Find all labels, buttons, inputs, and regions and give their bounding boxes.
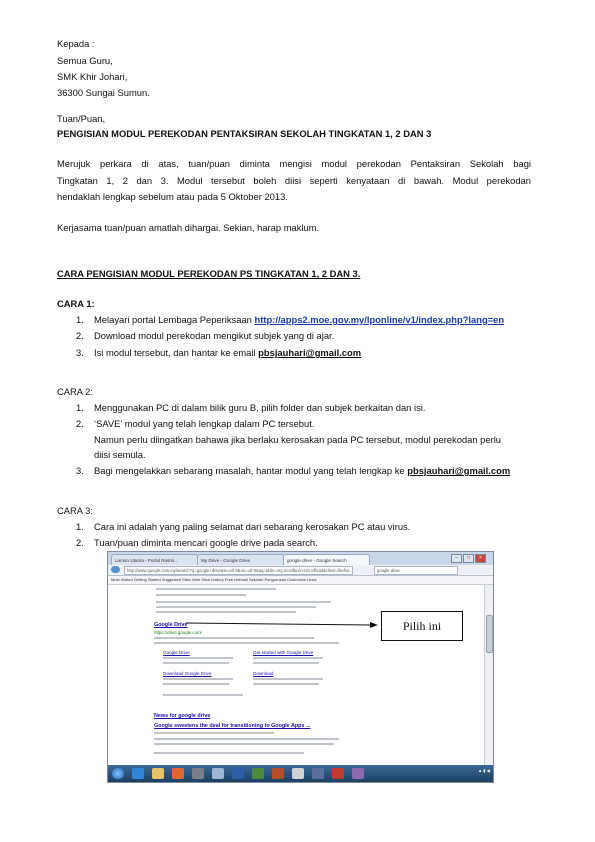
ie-icon[interactable]	[132, 768, 144, 779]
section-title: CARA PENGISIAN MODUL PEREKODAN PS TINGKATAN 1, 2 DAN 3.	[57, 268, 361, 279]
list-item-text: Cara ini adalah yang paling selamat dari sebarang kerosakan PC atau virus.	[94, 521, 411, 532]
app-icon[interactable]	[212, 768, 224, 779]
start-icon[interactable]	[112, 768, 124, 779]
sitelink[interactable]: Get started with Google Drive	[253, 650, 314, 655]
result-url: https://drive.google.com/	[154, 630, 202, 635]
letter-subject: PENGISIAN MODUL PEREKODAN PENTAKSIRAN SEKOLAH TINGKATAN 1, 2 DAN 3	[57, 128, 432, 139]
address-bar	[108, 565, 493, 576]
cara3-title: CARA 3:	[57, 505, 93, 516]
close-icon[interactable]: ×	[475, 554, 486, 563]
browser-tab[interactable]: My Drive - Google Drive	[197, 554, 284, 566]
cara2-title: CARA 2:	[57, 386, 93, 397]
list-item	[94, 465, 510, 477]
powerpoint-icon[interactable]	[272, 768, 284, 779]
result-title[interactable]: Google Drive	[154, 622, 188, 628]
sitelink[interactable]: Download	[253, 671, 274, 676]
body-line: Tingkatan 1, 2 dan 3. Modul tersebut boleh diisi seperti kenyataan di bawah. Modul perekodan	[57, 175, 531, 186]
list-number: 3.	[76, 347, 84, 358]
list-item-text: Tuan/puan diminta mencari google drive pada search.	[94, 537, 318, 548]
list-number: 1.	[76, 402, 84, 413]
recipient-line: 36300 Sungai Sumun.	[57, 87, 150, 98]
system-tray[interactable]: ▲ ▮ ◀	[478, 768, 490, 773]
sitelink[interactable]: Download Google Drive	[163, 671, 212, 676]
list-number: 3.	[76, 465, 84, 476]
scrollbar[interactable]	[484, 585, 493, 765]
folder-icon[interactable]	[152, 768, 164, 779]
email-link[interactable]: pbsjauhari@gmail.com	[407, 465, 511, 476]
search-results	[108, 585, 485, 765]
scroll-thumb[interactable]	[486, 615, 493, 653]
embedded-browser-screenshot	[107, 551, 494, 783]
app-icon[interactable]	[292, 768, 304, 779]
url-field[interactable]: http://www.google.com.my/search?q=google+drive&ie=utf-8&oe=utf-8&aq=t&rls=org.mozilla:en-US:official&client=firefox-	[124, 566, 353, 575]
app-icon[interactable]	[312, 768, 324, 779]
bookmarks-bar[interactable]: Most Visited Getting Started Suggested Sites Web Slice Gallery Free Hotmail Sekolah Pengurusan Customize Links	[108, 576, 494, 585]
callout-label: Pilih ini	[381, 611, 463, 641]
browser-tab-bar	[108, 552, 493, 565]
list-item-text: Menggunakan PC di dalam bilik guru B, pilih folder dan subjek berkaitan dan isi.	[94, 402, 426, 413]
browser-tab[interactable]: google drive - Google Search	[283, 554, 370, 566]
list-item	[94, 314, 504, 326]
windows-taskbar	[108, 765, 493, 782]
app-icon[interactable]	[352, 768, 364, 779]
list-item-text: diisi semula.	[94, 449, 146, 460]
list-number: 1.	[76, 314, 84, 325]
body-line: Merujuk perkara di atas, tuan/puan diminta mengisi modul perekodan Pentaksiran Sekolah bagi	[57, 158, 531, 169]
recipient-line: SMK Khir Johari,	[57, 71, 128, 82]
result-title[interactable]: Google sweetens the deal for transitioning to Google Apps ...	[154, 723, 311, 729]
word-icon[interactable]	[232, 768, 244, 779]
list-number: 1.	[76, 521, 84, 532]
list-item-text: ‘SAVE’ modul yang telah lengkap dalam PC tersebut.	[94, 418, 315, 429]
maximize-icon[interactable]: □	[463, 554, 474, 563]
cara1-title: CARA 1:	[57, 298, 95, 309]
search-input[interactable]: google drive	[374, 566, 458, 575]
list-item-text: Bagi mengelakkan sebarang masalah, hantar modul yang telah lengkap ke	[94, 465, 408, 476]
list-item-text: Download modul perekodan mengikut subjek yang di ajar.	[94, 330, 335, 341]
result-title[interactable]: News for google drive	[154, 713, 211, 719]
list-item-text: Isi modul tersebut, dan hantar ke email	[94, 347, 259, 358]
pdf-icon[interactable]	[332, 768, 344, 779]
back-icon[interactable]	[111, 566, 120, 573]
body-line: hendaklah lengkap sebelum atau pada 5 Oktober 2013.	[57, 191, 288, 202]
email-link[interactable]: pbsjauhari@gmail.com	[258, 347, 362, 358]
sitelink[interactable]: Google Drive	[163, 650, 190, 655]
list-item-text: Namun perlu diingatkan bahawa jika berlaku kerosakan pada PC tersebut, modul perekodan perlu	[94, 434, 502, 445]
closing-text: Kerjasama tuan/puan amatlah dihargai. Sekian, harap maklum.	[57, 222, 320, 233]
list-item	[94, 347, 361, 359]
list-number: 2.	[76, 418, 84, 429]
browser-tab[interactable]: Laman Utama - Portal Rasmi...	[111, 554, 198, 566]
salutation: Tuan/Puan,	[57, 113, 106, 124]
recipient-line: Kepada :	[57, 38, 95, 49]
firefox-icon[interactable]	[172, 768, 184, 779]
portal-link[interactable]: http://apps2.moe.gov.my/lponline/v1/index.php?lang=en	[254, 314, 505, 325]
excel-icon[interactable]	[252, 768, 264, 779]
list-number: 2.	[76, 537, 84, 548]
app-icon[interactable]	[192, 768, 204, 779]
minimize-icon[interactable]: –	[451, 554, 462, 563]
list-number: 2.	[76, 330, 84, 341]
list-item-text: Melayari portal Lembaga Peperiksaan	[94, 314, 255, 325]
recipient-line: Semua Guru,	[57, 55, 113, 66]
